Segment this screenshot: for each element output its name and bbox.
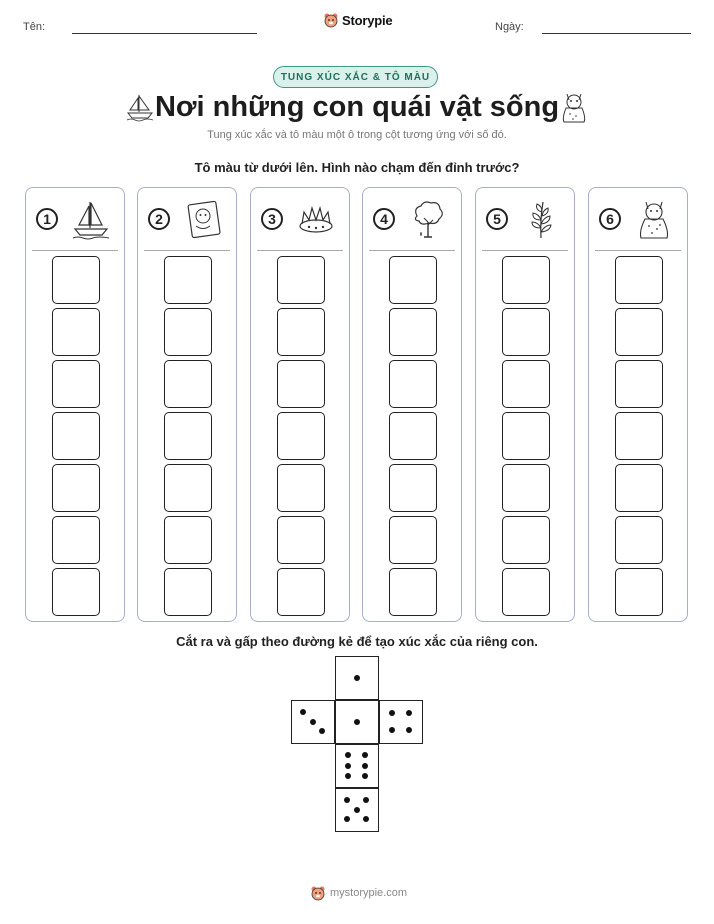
dice-pip: [345, 763, 351, 769]
color-cell[interactable]: [389, 568, 437, 616]
dice-pip: [363, 816, 369, 822]
column-4: [362, 187, 462, 622]
column-divider: [144, 250, 230, 251]
column-2: [137, 187, 237, 622]
color-cell[interactable]: [164, 256, 212, 304]
color-cell[interactable]: [615, 360, 663, 408]
color-cell[interactable]: [389, 308, 437, 356]
column-header: [138, 188, 236, 250]
dice-pip: [363, 797, 369, 803]
column-header: [589, 188, 687, 250]
date-line[interactable]: [542, 33, 691, 34]
dice-pip: [362, 752, 368, 758]
dice-pip: [389, 710, 395, 716]
brand-name: Storypie: [342, 12, 393, 28]
color-cells: [502, 256, 550, 620]
dice-pip: [300, 709, 306, 715]
tree-icon: [407, 198, 449, 240]
activity-badge: TUNG XÚC XẮC & TÔ MÀU: [273, 66, 438, 88]
dice-pip: [406, 727, 412, 733]
color-cell[interactable]: [52, 516, 100, 564]
column-number: 6: [599, 208, 621, 230]
dice-pip: [389, 727, 395, 733]
color-cell[interactable]: [52, 464, 100, 512]
color-cell[interactable]: [615, 412, 663, 460]
footer: [310, 885, 407, 901]
dice-pip: [362, 763, 368, 769]
color-cell[interactable]: [277, 516, 325, 564]
color-cell[interactable]: [52, 308, 100, 356]
column-divider: [257, 250, 343, 251]
column-header: [26, 188, 124, 250]
color-cells: [52, 256, 100, 620]
monster-book-icon: [182, 198, 224, 240]
column-number: 5: [486, 208, 508, 230]
name-label: Tên:: [23, 21, 46, 33]
color-cell[interactable]: [277, 360, 325, 408]
color-cell[interactable]: [277, 308, 325, 356]
color-cells: [615, 256, 663, 620]
date-label: Ngày:: [495, 21, 524, 33]
dice-face-6: [335, 744, 379, 788]
color-cell[interactable]: [615, 464, 663, 512]
instruction-top: Tô màu từ dưới lên. Hình nào chạm đến đỉnh trước?: [194, 160, 520, 175]
color-cells: [277, 256, 325, 620]
page-subtitle: Tung xúc xắc và tô màu một ô trong cột tương ứng với số đó.: [207, 129, 507, 141]
color-cell[interactable]: [164, 308, 212, 356]
color-cell[interactable]: [277, 256, 325, 304]
color-cell[interactable]: [389, 464, 437, 512]
instruction-bottom: Cắt ra và gấp theo đường kẻ để tạo xúc xắc của riêng con.: [176, 634, 538, 649]
column-header: [251, 188, 349, 250]
dice-pip: [406, 710, 412, 716]
dice-pip: [344, 797, 350, 803]
dice-pip: [354, 719, 360, 725]
storypie-bear-icon: [323, 12, 339, 28]
color-cell[interactable]: [164, 516, 212, 564]
dice-face-1: [335, 656, 379, 700]
dice-pip: [354, 807, 360, 813]
sailboat-icon: [70, 198, 112, 240]
color-cell[interactable]: [615, 568, 663, 616]
dice-pip: [362, 773, 368, 779]
column-divider: [482, 250, 568, 251]
color-cell[interactable]: [277, 464, 325, 512]
color-cell[interactable]: [502, 412, 550, 460]
color-cell[interactable]: [52, 360, 100, 408]
dice-pip: [310, 719, 316, 725]
color-cell[interactable]: [277, 568, 325, 616]
column-divider: [32, 250, 118, 251]
color-cell[interactable]: [52, 412, 100, 460]
dice-pip: [345, 752, 351, 758]
color-cells: [389, 256, 437, 620]
dice-face-3: [291, 700, 335, 744]
column-1: [25, 187, 125, 622]
color-cell[interactable]: [615, 516, 663, 564]
color-cell[interactable]: [615, 256, 663, 304]
color-cells: [164, 256, 212, 620]
dice-pip: [319, 728, 325, 734]
color-cell[interactable]: [164, 464, 212, 512]
column-header: [476, 188, 574, 250]
column-divider: [369, 250, 455, 251]
brand-logo: [323, 12, 392, 28]
color-cell[interactable]: [389, 516, 437, 564]
color-cell[interactable]: [502, 568, 550, 616]
column-number: 2: [148, 208, 170, 230]
color-cell[interactable]: [164, 568, 212, 616]
color-cell[interactable]: [389, 412, 437, 460]
column-header: [363, 188, 461, 250]
dice-pip: [344, 816, 350, 822]
color-cell[interactable]: [389, 256, 437, 304]
wolf-costume-icon: [558, 90, 590, 124]
column-6: [588, 187, 688, 622]
color-cell[interactable]: [615, 308, 663, 356]
color-cell[interactable]: [502, 360, 550, 408]
color-cell[interactable]: [502, 256, 550, 304]
column-3: [250, 187, 350, 622]
color-cell[interactable]: [277, 412, 325, 460]
color-cell[interactable]: [164, 360, 212, 408]
color-cell[interactable]: [502, 516, 550, 564]
dice-face-1: [335, 700, 379, 744]
dice-pip: [354, 675, 360, 681]
color-cell[interactable]: [52, 256, 100, 304]
crown-icon: [295, 198, 337, 240]
footer-url[interactable]: mystorypie.com: [330, 887, 408, 899]
dice-pip: [345, 773, 351, 779]
color-cell[interactable]: [502, 464, 550, 512]
column-number: 1: [36, 208, 58, 230]
leafy-plant-icon: [520, 198, 562, 240]
dice-face-4: [379, 700, 423, 744]
column-divider: [595, 250, 681, 251]
column-5: [475, 187, 575, 622]
storypie-bear-icon: [310, 885, 326, 901]
wolf-costume-icon: [633, 198, 675, 240]
color-cell[interactable]: [502, 308, 550, 356]
name-line[interactable]: [72, 33, 257, 34]
color-cell[interactable]: [389, 360, 437, 408]
color-cell[interactable]: [164, 412, 212, 460]
column-number: 3: [261, 208, 283, 230]
dice-face-5: [335, 788, 379, 832]
color-cell[interactable]: [52, 568, 100, 616]
column-number: 4: [373, 208, 395, 230]
page-title: Nơi những con quái vật sống: [154, 91, 560, 123]
